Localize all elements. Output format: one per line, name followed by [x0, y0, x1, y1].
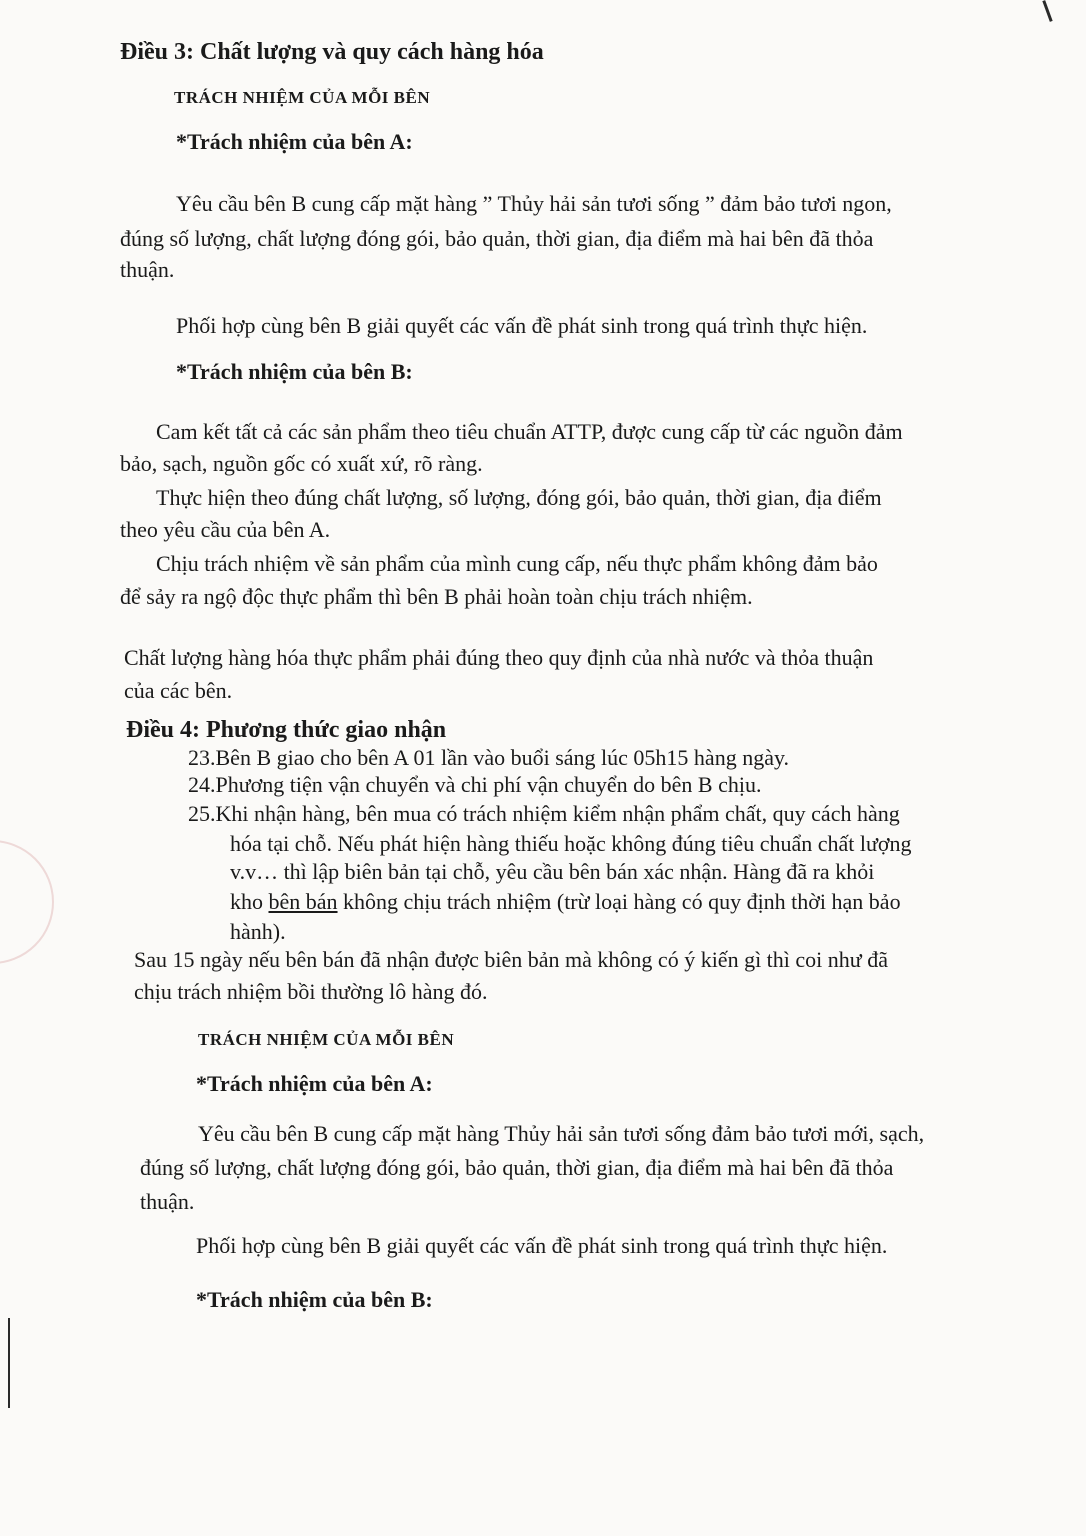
party-b-para3-line: để sảy ra ngộ độc thực phẩm thì bên B phải hoàn toàn chịu trách nhiệm. [120, 584, 753, 609]
party-b-para2-line: Thực hiện theo đúng chất lượng, số lượng, đóng gói, bảo quản, thời gian, địa điểm [156, 485, 882, 510]
party-a-para1-line: Yêu cầu bên B cung cấp mặt hàng ” Thủy hải sản tươi sống ” đảm bảo tươi ngon, [176, 191, 892, 216]
list-item-24: 24.Phương tiện vận chuyển và chi phí vận chuyển do bên B chịu. [188, 772, 762, 797]
party-a-para2-2: Phối hợp cùng bên B giải quyết các vấn đề phát sinh trong quá trình thực hiện. [196, 1233, 888, 1258]
section-heading: TRÁCH NHIỆM CỦA MỖI BÊN [174, 88, 431, 107]
party-a-para1-line-2: thuận. [140, 1189, 195, 1214]
party-b-para1-line: Cam kết tất cả các sản phẩm theo tiêu chuẩn ATTP, được cung cấp từ các nguồn đảm [156, 419, 903, 444]
article-4-title: Điều 4: Phương thức giao nhận [126, 717, 447, 743]
list-item-25-line4-pre: kho [230, 889, 269, 914]
party-a-para1-line: đúng số lượng, chất lượng đóng gói, bảo quản, thời gian, địa điểm mà hai bên đã thỏa [120, 226, 874, 251]
article-3-title: Điều 3: Chất lượng và quy cách hàng hóa [120, 39, 544, 65]
list-item-25-line: 25.Khi nhận hàng, bên mua có trách nhiệm kiểm nhận phẩm chất, quy cách hàng [188, 801, 900, 826]
list-item-23: 23.Bên B giao cho bên A 01 lần vào buổi sáng lúc 05h15 hàng ngày. [188, 745, 790, 770]
scan-edge-mark-left [8, 1318, 10, 1408]
underlined-ben-ban: bên bán [268, 889, 338, 914]
list-item-25-line4-post: không chịu trách nhiệm (trừ loại hàng có quy định thời hạn bảo [337, 889, 901, 914]
after-note-line: chịu trách nhiệm bồi thường lô hàng đó. [134, 979, 488, 1004]
faint-stamp [0, 840, 54, 964]
party-b-para3-line: Chịu trách nhiệm về sản phẩm của mình cung cấp, nếu thực phẩm không đảm bảo [156, 551, 878, 576]
party-b-heading: *Trách nhiệm của bên B: [176, 359, 413, 384]
party-a-para1-line: thuận. [120, 257, 175, 282]
section-heading-2: TRÁCH NHIỆM CỦA MỖI BÊN [198, 1030, 455, 1049]
party-b-para2-line: theo yêu cầu của bên A. [120, 517, 331, 542]
party-a-para2: Phối hợp cùng bên B giải quyết các vấn đề phát sinh trong quá trình thực hiện. [176, 313, 868, 338]
party-a-heading-2: *Trách nhiệm của bên A: [196, 1071, 433, 1096]
party-b-para1-line: bảo, sạch, nguồn gốc có xuất xứ, rõ ràng. [120, 451, 483, 476]
party-a-para1-line-2: đúng số lượng, chất lượng đóng gói, bảo quản, thời gian, địa điểm mà hai bên đã thỏa [140, 1155, 894, 1180]
quality-note-line: của các bên. [124, 678, 233, 703]
scan-edge-mark-top [1042, 0, 1052, 22]
list-item-25-line: hóa tại chỗ. Nếu phát hiện hàng thiếu hoặc không đúng tiêu chuẩn chất lượng [230, 831, 912, 856]
party-a-para1-line-2: Yêu cầu bên B cung cấp mặt hàng Thủy hải sản tươi sống đảm bảo tươi mới, sạch, [198, 1121, 925, 1146]
after-note-line: Sau 15 ngày nếu bên bán đã nhận được biên bản mà không có ý kiến gì thì coi như đã [134, 947, 888, 972]
quality-note-line: Chất lượng hàng hóa thực phẩm phải đúng theo quy định của nhà nước và thỏa thuận [124, 645, 874, 670]
party-a-heading: *Trách nhiệm của bên A: [176, 129, 413, 154]
list-item-25-line: hành). [230, 919, 286, 944]
party-b-heading-2: *Trách nhiệm của bên B: [196, 1287, 433, 1312]
list-item-25-line: v.v… thì lập biên bản tại chỗ, yêu cầu bên bán xác nhận. Hàng đã ra khỏi [230, 859, 875, 884]
list-item-25-line-4 [230, 888, 901, 916]
